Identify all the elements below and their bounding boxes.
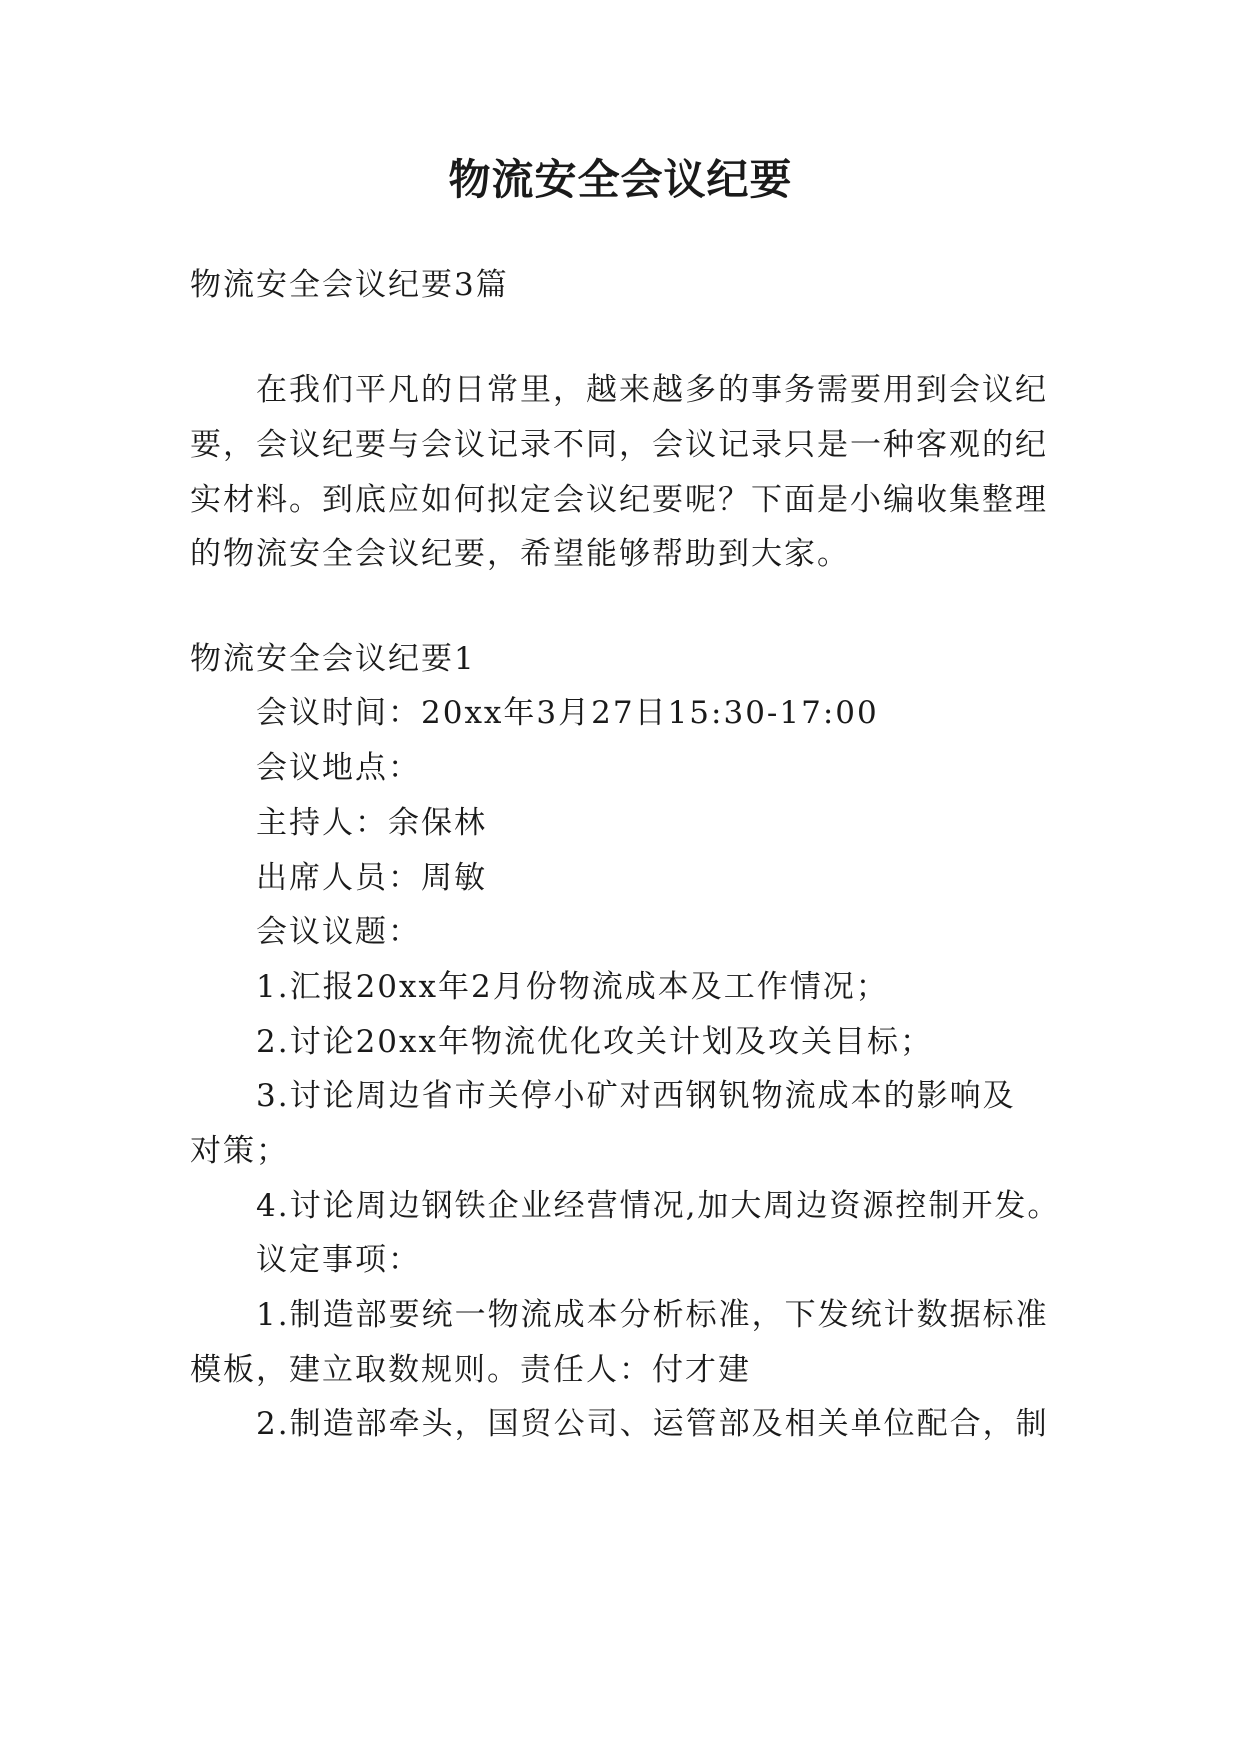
topic-line: 4.讨论周边钢铁企业经营情况,加大周边资源控制开发。 [256, 1188, 1061, 1224]
decision-line: 模板，建立取数规则。责任人：付才建 [190, 1352, 751, 1388]
meeting-place: 会议地点： [256, 750, 421, 786]
topic-line: 1.汇报20xx年2月份物流成本及工作情况； [256, 969, 889, 1005]
topic-line: 3.讨论周边省市关停小矿对西钢钒物流成本的影响及 [256, 1078, 1016, 1114]
topic-line: 对策； [190, 1133, 289, 1169]
meeting-time: 会议时间：20xx年3月27日15:30-17:00 [256, 695, 879, 731]
decision-line: 2.制造部牵头，国贸公司、运管部及相关单位配合，制 [256, 1406, 1049, 1442]
decision-line: 1.制造部要统一物流成本分析标准，下发统计数据标准 [256, 1297, 1049, 1333]
topic-line: 2.讨论20xx年物流优化攻关计划及攻关目标； [256, 1024, 933, 1060]
decisions-heading: 议定事项： [256, 1242, 421, 1278]
document-title: 物流安全会议纪要 [448, 155, 793, 204]
section-heading: 物流安全会议纪要1 [190, 641, 476, 677]
intro-paragraph-line: 要，会议纪要与会议记录不同，会议记录只是一种客观的纪 [190, 427, 1048, 463]
intro-paragraph-line: 在我们平凡的日常里，越来越多的事务需要用到会议纪 [256, 372, 1048, 408]
intro-paragraph-line: 实材料。到底应如何拟定会议纪要呢？下面是小编收集整理 [190, 482, 1048, 518]
meeting-attendees: 出席人员：周敏 [256, 860, 487, 896]
intro-paragraph-line: 的物流安全会议纪要，希望能够帮助到大家。 [190, 536, 850, 572]
meeting-host: 主持人：余保林 [256, 805, 487, 841]
document-subtitle: 物流安全会议纪要3篇 [190, 267, 509, 303]
topics-heading: 会议议题： [256, 914, 421, 950]
